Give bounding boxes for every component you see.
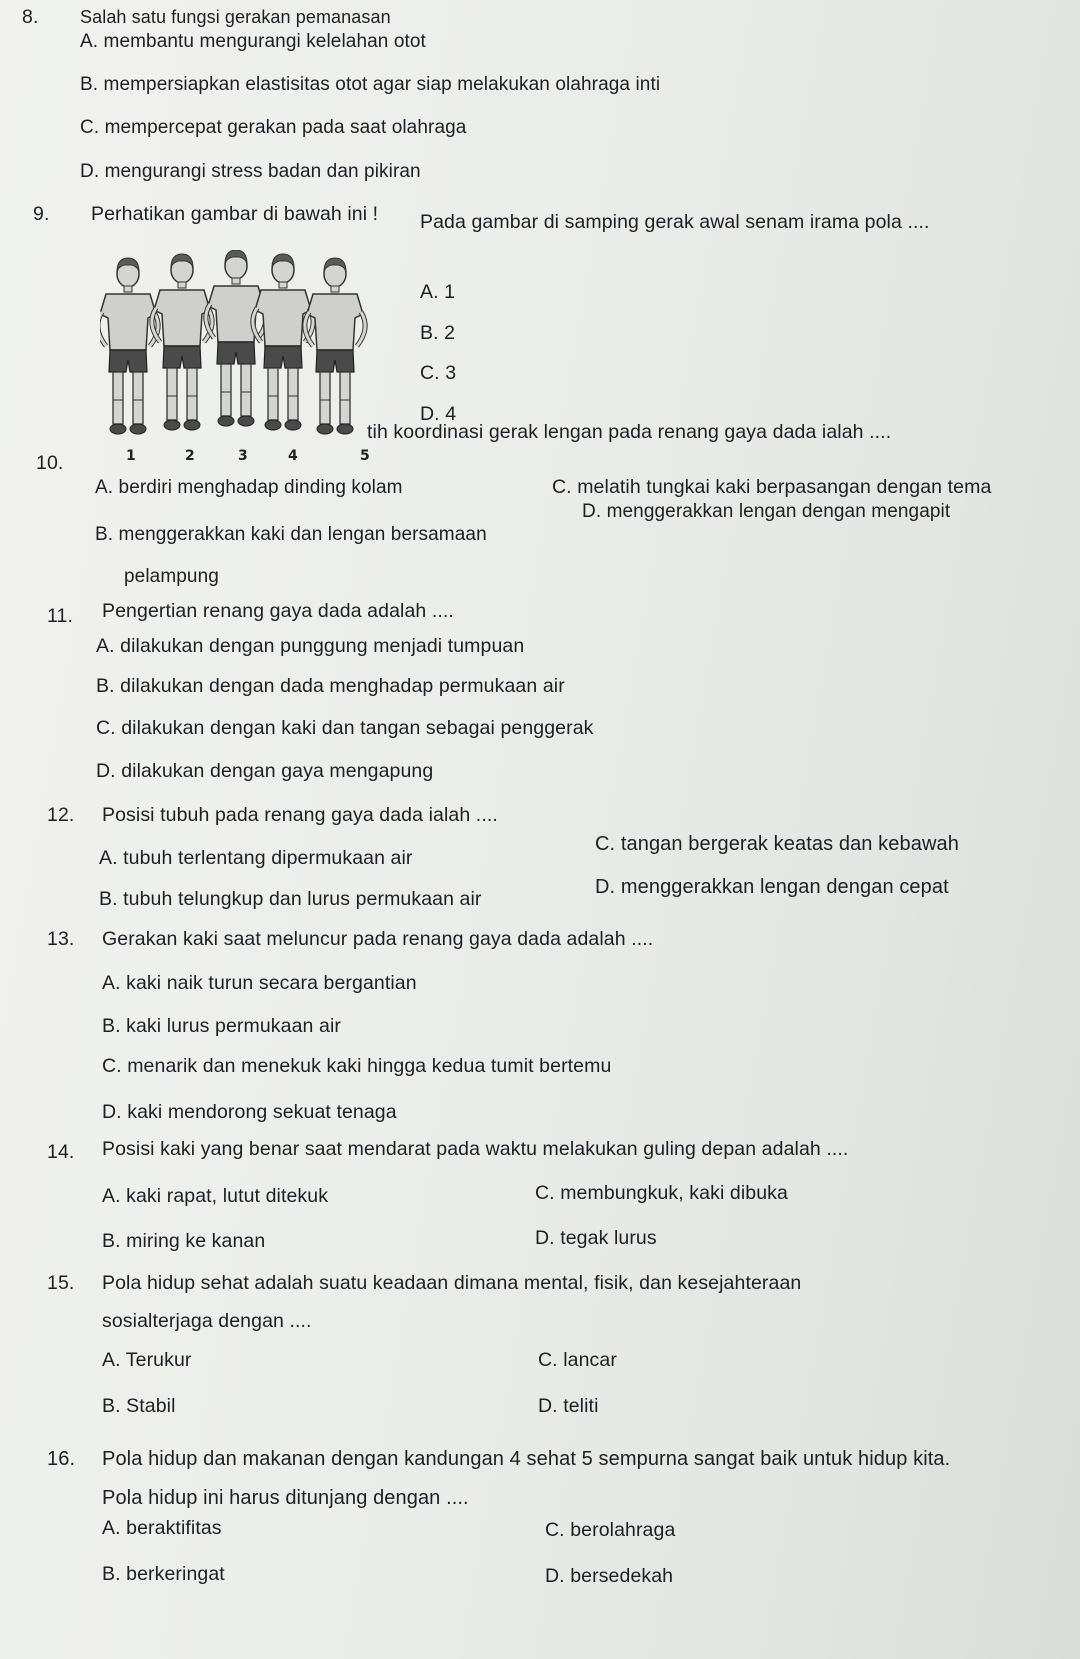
question-8-option-b[interactable]: B. mempersiapkan elastisitas otot agar siap melakukan olahraga inti — [80, 74, 661, 95]
gymnast-start — [100, 258, 158, 434]
figure-label-3: 3 — [238, 448, 248, 464]
question-10-number: 10. — [36, 452, 64, 474]
question-15-number: 15. — [47, 1272, 75, 1294]
question-14-option-d[interactable]: D. tegak lurus — [535, 1227, 657, 1249]
question-9-option-b[interactable]: B. 2 — [420, 322, 456, 344]
question-9-option-c[interactable]: C. 3 — [420, 362, 457, 384]
question-16-option-d[interactable]: D. bersedekah — [545, 1565, 674, 1587]
question-9-option-d[interactable]: D. 4 — [420, 403, 457, 425]
question-15-text-line2: sosialterjaga dengan .... — [102, 1310, 312, 1332]
question-14-text: Posisi kaki yang benar saat mendarat pada waktu melakukan guling depan adalah .... — [102, 1138, 849, 1160]
question-8-option-a[interactable]: A. membantu mengurangi kelelahan otot — [80, 31, 426, 52]
question-15-option-d[interactable]: D. teliti — [538, 1395, 599, 1417]
figure-label-2: 2 — [185, 448, 195, 464]
question-16-option-c[interactable]: C. berolahraga — [545, 1519, 676, 1541]
question-15-text: Pola hidup sehat adalah suatu keadaan dimana mental, fisik, dan kesejahteraan — [102, 1272, 802, 1294]
question-16-text-line2: Pola hidup ini harus ditunjang dengan .... — [102, 1487, 469, 1509]
question-9-text: Perhatikan gambar di bawah ini ! — [91, 203, 379, 225]
question-12-option-c[interactable]: C. tangan bergerak keatas dan kebawah — [595, 833, 959, 855]
figure-label-4: 4 — [288, 448, 298, 464]
question-9-prompt: Pada gambar di samping gerak awal senam irama pola .... — [420, 211, 930, 233]
question-13-option-c[interactable]: C. menarik dan menekuk kaki hingga kedua tumit bertemu — [102, 1055, 612, 1077]
question-10-option-d-continued: pelampung — [124, 566, 219, 587]
question-14-option-b[interactable]: B. miring ke kanan — [102, 1230, 266, 1252]
question-10-option-b[interactable]: B. menggerakkan kaki dan lengan bersamaan — [95, 524, 487, 545]
question-9-option-a[interactable]: A. 1 — [420, 281, 456, 303]
question-12-number: 12. — [47, 804, 75, 826]
gymnast-3 — [253, 254, 313, 430]
question-16-text: Pola hidup dan makanan dengan kandungan 4 sehat 5 sempurna sangat baik untuk hidup kita. — [102, 1448, 951, 1470]
question-16-option-a[interactable]: A. beraktifitas — [102, 1517, 222, 1539]
question-11-number: 11. — [47, 605, 73, 627]
question-12-option-b[interactable]: B. tubuh telungkup dan lurus permukaan air — [99, 888, 482, 910]
question-11-option-d[interactable]: D. dilakukan dengan gaya mengapung — [96, 760, 434, 782]
figure-label-5: 5 — [360, 448, 370, 464]
question-10-option-d[interactable]: D. menggerakkan lengan dengan mengapit — [582, 501, 951, 522]
question-11-text: Pengertian renang gaya dada adalah .... — [102, 600, 454, 622]
question-12-option-d[interactable]: D. menggerakkan lengan dengan cepat — [595, 876, 949, 898]
question-12-text: Posisi tubuh pada renang gaya dada ialah .... — [102, 804, 498, 826]
question-13-option-b[interactable]: B. kaki lurus permukaan air — [102, 1015, 341, 1037]
question-14-option-c[interactable]: C. membungkuk, kaki dibuka — [535, 1182, 788, 1204]
question-15-option-b[interactable]: B. Stabil — [102, 1395, 176, 1417]
question-10-option-c[interactable]: C. melatih tungkai kaki berpasangan dengan tema — [552, 476, 992, 498]
question-16-number: 16. — [47, 1448, 76, 1470]
question-12-option-a[interactable]: A. tubuh terlentang dipermukaan air — [99, 847, 413, 869]
question-13-text: Gerakan kaki saat meluncur pada renang gaya dada adalah .... — [102, 928, 654, 950]
question-15-option-a[interactable]: A. Terukur — [102, 1349, 192, 1371]
question-15-option-c[interactable]: C. lancar — [538, 1349, 617, 1371]
question-14-option-a[interactable]: A. kaki rapat, lutut ditekuk — [102, 1185, 329, 1207]
question-8-option-d[interactable]: D. mengurangi stress badan dan pikiran — [80, 161, 421, 182]
question-11-option-b[interactable]: B. dilakukan dengan dada menghadap permukaan air — [96, 675, 565, 697]
question-13-option-a[interactable]: A. kaki naik turun secara bergantian — [102, 972, 417, 994]
question-8-text: Salah satu fungsi gerakan pemanasan — [80, 7, 391, 27]
gymnast-1 — [152, 254, 212, 430]
question-8-number: 8. — [22, 6, 39, 28]
question-16-option-b[interactable]: B. berkeringat — [102, 1563, 225, 1585]
question-13-option-d[interactable]: D. kaki mendorong sekuat tenaga — [102, 1101, 397, 1123]
gymnast-4 — [305, 258, 365, 434]
question-11-option-a[interactable]: A. dilakukan dengan punggung menjadi tumpuan — [96, 635, 525, 657]
question-11-option-c[interactable]: C. dilakukan dengan kaki dan tangan sebagai penggerak — [96, 717, 594, 739]
question-8-option-c[interactable]: C. mempercepat gerakan pada saat olahraga — [80, 117, 467, 138]
question-10-option-a[interactable]: A. berdiri menghadap dinding kolam — [95, 477, 403, 498]
question-9-number: 9. — [33, 203, 50, 225]
question-14-number: 14. — [47, 1141, 75, 1163]
question-10-text: tih koordinasi gerak lengan pada renang gaya dada ialah .... — [367, 421, 892, 443]
figure-label-1: 1 — [126, 448, 136, 464]
question-13-number: 13. — [47, 928, 75, 950]
